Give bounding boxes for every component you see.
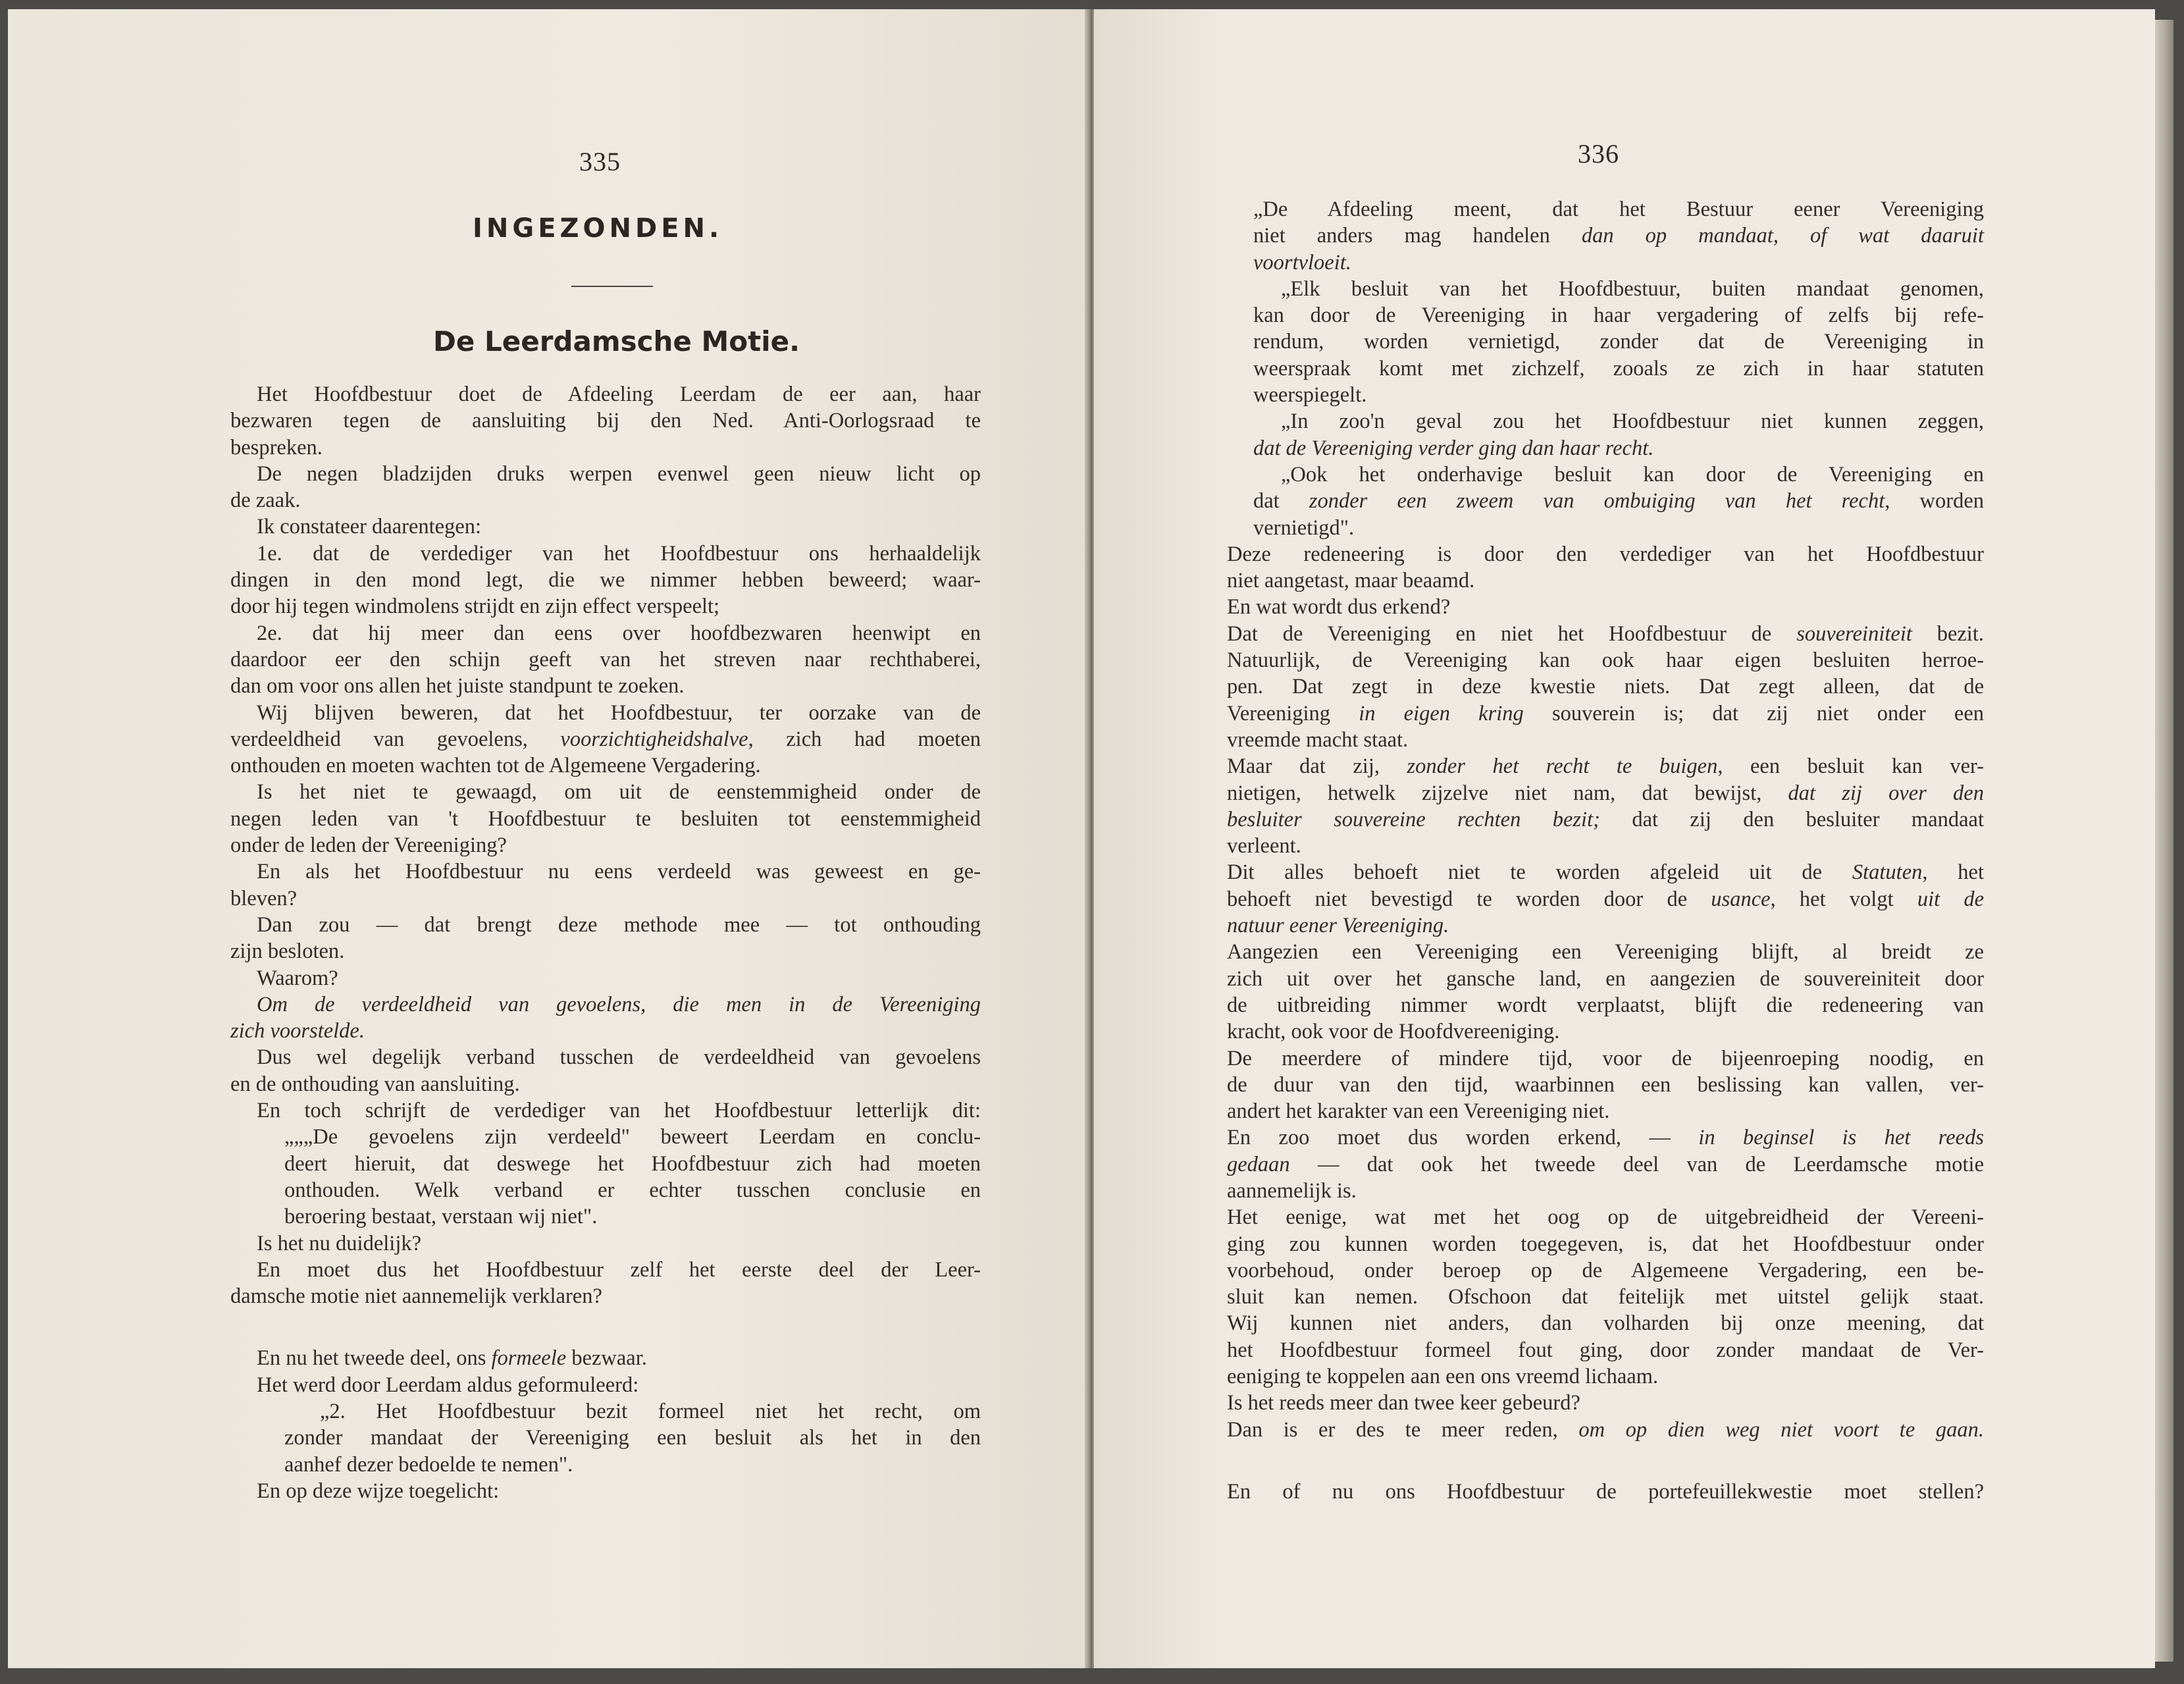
text-line: bleven? [230, 886, 298, 910]
divider-rule [571, 286, 653, 287]
text-line: pen. Dat zegt in deze kwestie niets. Dat zegt alleen, dat de [1227, 675, 1984, 699]
text-line: „„„De gevoelens zijn verdeeld" beweert Leerdam en conclu- [284, 1125, 981, 1149]
text-line: De meerdere of mindere tijd, voor de bijeenroeping noodig, en [1227, 1046, 1984, 1070]
text-line: weerspiegelt. [1253, 383, 1367, 408]
text-line: de uitbreiding nimmer wordt verplaatst, blijft die redeneering van [1227, 993, 1984, 1017]
text-line: negen leden van 't Hoofdbestuur te besluiten tot eenstemmigheid [230, 806, 981, 831]
text-line: Dit alles behoeft niet te worden afgeleid uit de Statuten, het [1227, 860, 1984, 885]
page-edge [2155, 20, 2173, 1662]
text-line: Aangezien een Vereeniging een Vereeniging blijft, al breidt ze [1227, 940, 1984, 964]
text-line: damsche motie niet aannemelijk verklaren? [230, 1284, 602, 1309]
text-line: onthouden. Welk verband er echter tusschen conclusie en [284, 1178, 981, 1202]
text-line: dan om voor ons allen het juiste standpunt te zoeken. [230, 674, 685, 698]
text-line: gedaan — dat ook het tweede deel van de Leerdamsche motie [1227, 1152, 1984, 1176]
text-line: kracht, ook voor de Hoofdvereeniging. [1227, 1020, 1560, 1044]
text-line: verleent. [1227, 834, 1301, 858]
text-line: zonder mandaat der Vereeniging een besluit als het in den [284, 1426, 981, 1450]
left-page [8, 9, 1087, 1668]
text-line: „Elk besluit van het Hoofdbestuur, buiten mandaat genomen, [1281, 276, 1984, 301]
text-line: Wij blijven beweren, dat het Hoofdbestuur, ter oorzake van de [257, 700, 981, 725]
text-line: rendum, worden vernietigd, zonder dat de Vereeniging in [1253, 330, 1984, 354]
text-line: de duur van den tijd, waarbinnen een beslissing kan vallen, ver- [1227, 1072, 1984, 1097]
paragraph-gap [230, 1309, 981, 1345]
text-line: door hij tegen windmolens strijdt en zijn effect verspeelt; [230, 594, 720, 619]
text-line: voortvloeit. [1253, 250, 1351, 275]
text-line: kan door de Vereeniging in haar vergadering of zelfs bij refe- [1253, 303, 1984, 328]
text-line: beroering bestaat, verstaan wij niet". [284, 1205, 598, 1229]
text-line: Wij kunnen niet anders, dan volharden bij onze meening, dat [1227, 1311, 1984, 1336]
text-line: „In zoo'n geval zou het Hoofdbestuur niet kunnen zeggen, [1281, 409, 1984, 434]
text-line: dat zonder een zweem van ombuiging van het recht, worden [1253, 489, 1985, 513]
text-line: Is het nu duidelijk? [257, 1231, 422, 1255]
text-line: Waarom? [257, 966, 338, 990]
text-line: Dus wel degelijk verband tusschen de verdeeldheid van gevoelens [257, 1045, 981, 1070]
text-line: behoeft niet bevestigd te worden door de usance, het volgt uit de [1227, 887, 1985, 911]
text-line: Het werd door Leerdam aldus geformuleerd: [257, 1373, 639, 1397]
text-line: zich voorstelde. [230, 1019, 365, 1043]
section-heading: INGEZONDEN. [473, 213, 723, 244]
text-line: Is het reeds meer dan twee keer gebeurd? [1227, 1391, 1580, 1415]
text-line: zijn besloten. [230, 939, 345, 964]
text-line: aanhef dezer bedoelde te nemen". [284, 1452, 573, 1477]
text-line: zich uit over het gansche land, en aangezien de souvereiniteit door [1227, 966, 1984, 991]
text-line: „2. Het Hoofdbestuur bezit formeel niet het recht, om [320, 1399, 981, 1423]
text-line: onthouden en moeten wachten tot de Algemeene Vergadering. [230, 754, 761, 778]
text-line: En nu het tweede deel, ons formeele bezwaar. [257, 1346, 647, 1371]
text-line: niet anders mag handelen dan op mandaat, of wat daaruit [1253, 224, 1984, 248]
text-line: eeniging te koppelen aan een ons vreemd lichaam. [1227, 1365, 1659, 1389]
text-line: andert het karakter van een Vereeniging niet. [1227, 1099, 1610, 1124]
text-line: „Ook het onderhavige besluit kan door de Vereeniging en [1281, 462, 1984, 487]
text-line: vernietigd". [1253, 515, 1355, 540]
text-line: En moet dus het Hoofdbestuur zelf het eerste deel der Leer- [257, 1257, 981, 1282]
text-line: Dan is er des te meer reden, om op dien weg niet voort te gaan. [1227, 1417, 1984, 1442]
text-line: En als het Hoofdbestuur nu eens verdeeld was geweest en ge- [257, 860, 981, 884]
text-line: daardoor eer den schijn geeft van het streven naar rechthaberei, [230, 647, 981, 671]
text-line: 2e. dat hij meer dan eens over hoofdbezwaren heenwipt en [257, 621, 981, 645]
text-line: Deze redeneering is door den verdediger van het Hoofdbestuur [1227, 542, 1984, 566]
text-line: sluit kan nemen. Ofschoon dat feitelijk met uitstel gelijk staat. [1227, 1285, 1984, 1309]
page-number: 335 [579, 147, 621, 176]
page-number: 336 [1578, 139, 1619, 169]
text-line: Het eenige, wat met het oog op de uitgebreidheid der Vereeni- [1227, 1205, 1984, 1230]
text-line: natuur eener Vereeniging. [1227, 914, 1449, 938]
text-line: nietigen, hetwelk zijzelve niet nam, dat bewijst, dat zij over den [1227, 781, 1984, 805]
text-line: bespreken. [230, 435, 323, 460]
text-line: dat de Vereeniging verder ging dan haar recht. [1253, 436, 1654, 460]
text-line: dingen in den mond legt, die we nimmer hebben beweerd; waar- [230, 568, 981, 592]
paragraph-gap [1227, 1443, 1984, 1479]
text-line: voorbehoud, onder beroep op de Algemeene Vergadering, een be- [1227, 1258, 1984, 1282]
text-line: En of nu ons Hoofdbestuur de portefeuillekwestie moet stellen? [1227, 1479, 1984, 1504]
text-line: Vereeniging in eigen kring souverein is; dat zij niet onder een [1227, 701, 1985, 725]
text-line: „De Afdeeling meent, dat het Bestuur eener Vereeniging [1253, 197, 1984, 221]
text-line: Dan zou — dat brengt deze methode mee — tot onthouding [257, 912, 981, 937]
text-line: besluiter souvereine rechten bezit; dat zij den besluiter mandaat [1227, 807, 1984, 831]
text-line: En zoo moet dus worden erkend, — in beginsel is het reeds [1227, 1126, 1984, 1150]
right-text-column [1227, 196, 1984, 1505]
text-line: Ik constateer daarentegen: [257, 515, 482, 539]
text-line: En op deze wijze toegelicht: [257, 1479, 500, 1503]
text-line: Natuurlijk, de Vereeniging kan ook haar eigen besluiten herroe- [1227, 648, 1984, 673]
text-line: ging zou kunnen worden toegegeven, is, dat het Hoofdbestuur onder [1227, 1232, 1984, 1256]
text-line: Is het niet te gewaagd, om uit de eenstemmigheid onder de [257, 780, 981, 804]
text-line: En wat wordt dus erkend? [1227, 595, 1451, 619]
text-line: vreemde macht staat. [1227, 727, 1409, 752]
left-text-column [230, 381, 981, 1504]
text-line: bezwaren tegen de aansluiting bij den Ned. Anti-Oorlogsraad te [230, 409, 981, 433]
text-line: de zaak. [230, 488, 301, 513]
text-line: verdeeldheid van gevoelens, voorzichtigheidshalve, zich had moeten [230, 727, 981, 751]
text-line: Het Hoofdbestuur doet de Afdeeling Leerdam de eer aan, haar [257, 382, 981, 406]
text-line: Dat de Vereeniging en niet het Hoofdbestuur de souvereiniteit bezit. [1227, 621, 1984, 646]
text-line: weerspraak komt met zichzelf, zooals ze zich in haar statuten [1253, 356, 1984, 381]
text-line: onder de leden der Vereeniging? [230, 833, 507, 858]
text-line: 1e. dat de verdediger van het Hoofdbestuur ons herhaaldelijk [257, 541, 981, 566]
text-line: en de onthouding van aansluiting. [230, 1072, 520, 1096]
text-line: deert hieruit, dat deswege het Hoofdbestuur zich had moeten [284, 1151, 981, 1176]
text-line: Maar dat zij, zonder het recht te buigen, een besluit kan ver- [1227, 754, 1984, 779]
text-line: Om de verdeeldheid van gevoelens, die men in de Vereeniging [257, 992, 981, 1016]
text-line: aannemelijk is. [1227, 1178, 1357, 1203]
text-line: En toch schrijft de verdediger van het Hoofdbestuur letterlijk dit: [257, 1099, 981, 1123]
text-line: niet aangetast, maar beaamd. [1227, 569, 1475, 593]
article-title: De Leerdamsche Motie. [433, 325, 800, 357]
text-line: De negen bladzijden druks werpen evenwel geen nieuw licht op [257, 461, 981, 486]
text-line: het Hoofdbestuur formeel fout ging, door zonder mandaat de Ver- [1227, 1338, 1984, 1362]
